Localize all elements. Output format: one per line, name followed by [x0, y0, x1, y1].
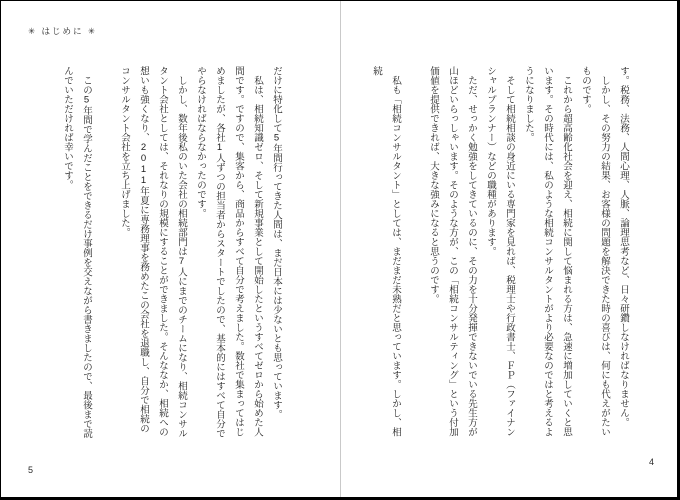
chapter-header: ✳ はじめに ✳	[28, 26, 97, 36]
page-left-text	[46, 66, 286, 438]
paragraph: す。税務、法務、人間心理、人脈、論理思考など、日々研鑽しなければなりません。	[618, 66, 629, 427]
page-number-right: 4	[649, 457, 655, 467]
paragraph-break	[96, 66, 115, 438]
paragraph: しかし、その努力の結果、お客様の問題を解決できた時の喜びは、何にも代えがたいものです。	[580, 66, 610, 437]
paragraph: だけに特化して5年間行ってきた人間は、まだ日本には少ないとも思っています。	[271, 66, 282, 419]
page-number-left: 5	[28, 465, 34, 475]
paragraph: 私は、相続知識ゼロ、そして新規事業として開始したというすべてゼロから始めた人間です。ですので、集客から、商品からすべて自分で考えました。数社で集まってはじめましたが、各社1人ずつの担当者からスタートでしたので、基本的にはすべて自分でやらなければならなかったのです。	[195, 66, 263, 438]
page-right-text	[373, 66, 633, 438]
paragraph: これから超高齢化社会を迎え、相続に関して悩まれる方は、急速に増加していくと思います。その時代には、私のような相続コンサルタントがより必要なのではと考えるようになりました。	[523, 66, 572, 437]
page-divider	[340, 1, 341, 497]
paragraph: しかし、数年後私のいた会社の相続部門は7人にまでのチームになり、相続コンサルタント会社としては、それなりの規模にすることができました。そんななか、相続への想いも強くなり、2011年夏に専務理事を務めたこの会社を退職し、自分で相続のコンサルタント会社を立ち上げました。	[119, 66, 187, 438]
paragraph: そして相続相談の身近にいる専門家を見れば、税理士や行政書士、ＦＰ（ファイナンシャルプランナー）などの職種があります。	[485, 66, 515, 437]
paragraph: ただ、せっかく勉強をしてきているのに、その力を十分発揮できないでいる先生方が山ほどいらっしゃいます。そのような方が、この「相続コンサルティング」という付加価値を提供できれば、大きな強みになると思うのです。	[428, 66, 477, 437]
paragraph: この5年間で学んだことをできるだけ事例を交えながら書きましたので、最後まで読んでいただければ幸いです。	[62, 66, 92, 438]
paragraph-break	[405, 66, 424, 438]
paragraph: 私も「相続コンサルタント」としては、まだまだ未熟だと思っています。しかし、相続	[371, 66, 401, 437]
